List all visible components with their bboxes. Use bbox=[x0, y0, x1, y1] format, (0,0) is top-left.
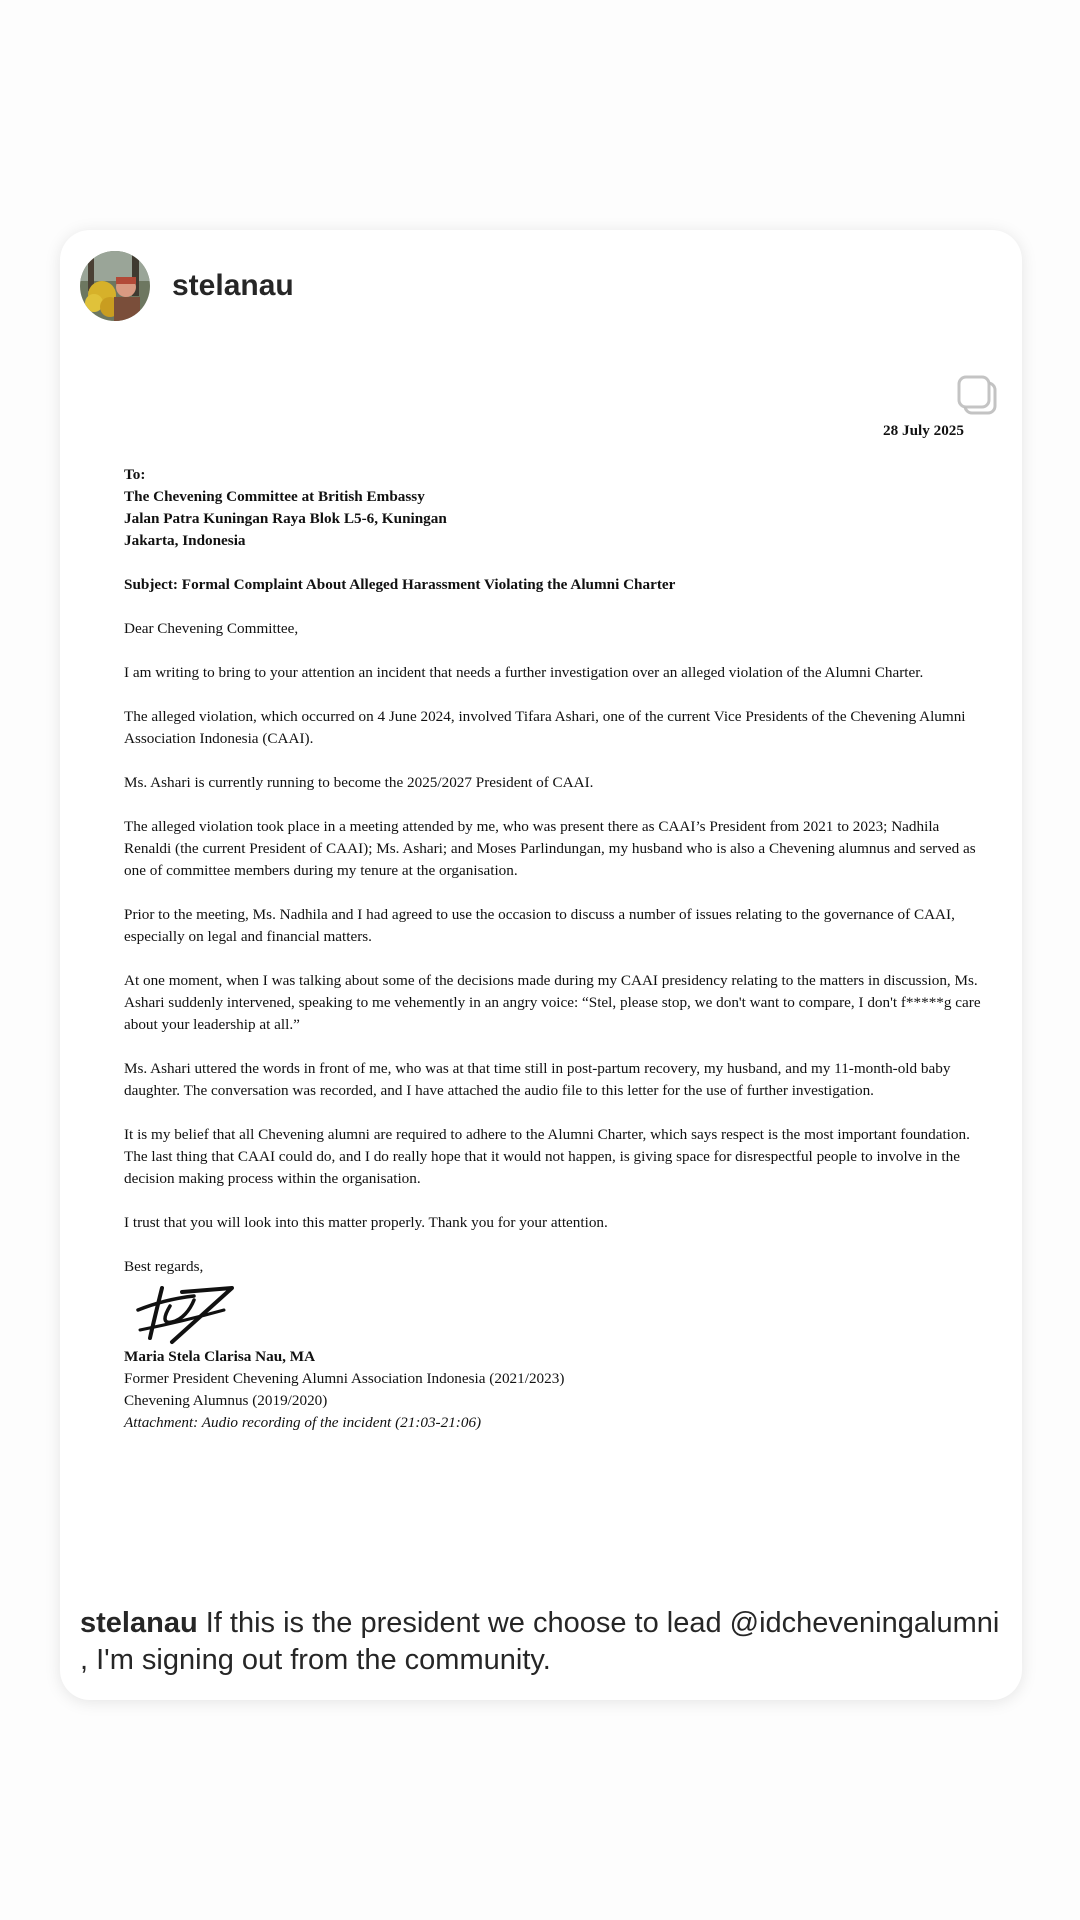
avatar-image bbox=[80, 251, 150, 321]
letter-subject: Subject: Formal Complaint About Alleged Harassment Violating the Alumni Charter bbox=[124, 576, 676, 593]
letter-paragraph: I trust that you will look into this matter properly. Thank you for your attention. bbox=[124, 1214, 608, 1231]
avatar[interactable] bbox=[80, 251, 150, 321]
letter-paragraph: I am writing to bring to your attention an incident that needs a further investigation over an alleged violation of the Alumni Charter. bbox=[124, 664, 924, 681]
signer-title: Former President Chevening Alumni Association Indonesia (2021/2023) bbox=[124, 1370, 565, 1387]
recipient-line: The Chevening Committee at British Embassy bbox=[124, 488, 425, 505]
letter-salutation: Dear Chevening Committee, bbox=[124, 620, 299, 637]
signer-title: Chevening Alumnus (2019/2020) bbox=[124, 1392, 328, 1409]
caption-text: If this is the president we choose to lead @idcheveningalumni , I'm signing out from the community. bbox=[80, 1607, 1000, 1676]
letter-paragraph: Ms. Ashari is currently running to become the 2025/2027 President of CAAI. bbox=[124, 774, 594, 791]
recipient-block bbox=[124, 464, 984, 552]
to-label: To: bbox=[124, 466, 146, 483]
letter-paragraph: The alleged violation, which occurred on 4 June 2024, involved Tifara Ashari, one of the current Vice Presidents of the Chevening Alumni Association Indonesia (CAAI). bbox=[124, 708, 966, 747]
caption-username[interactable]: stelanau bbox=[80, 1607, 198, 1639]
letter-closing: Best regards, bbox=[124, 1258, 204, 1275]
letter-date: 28 July 2025 bbox=[882, 422, 964, 439]
attachment-note: Attachment: Audio recording of the incident (21:03-21:06) bbox=[124, 1414, 482, 1431]
letter-paragraph: It is my belief that all Chevening alumni are required to adhere to the Alumni Charter, which says respect is the most important foundation. The last thing that CAAI could do, and I do really hope that it would not happen, is giving space for disrespectful people to involve in the decision making process within the organisation. bbox=[124, 1126, 970, 1187]
recipient-line: Jakarta, Indonesia bbox=[124, 532, 246, 549]
letter-document bbox=[124, 420, 984, 1456]
post-caption bbox=[80, 1605, 1010, 1679]
post-username[interactable]: stelanau bbox=[172, 269, 294, 302]
recipient-line: Jalan Patra Kuningan Raya Blok L5-6, Kuningan bbox=[124, 510, 447, 527]
letter-paragraph: At one moment, when I was talking about some of the decisions made during my CAAI presidency relating to the matters in discussion, Ms. Ashari suddenly intervened, speaking to me vehemently in an angry voice: “Stel, please stop, we don't want to compare, I don't f*****g care about your leadership at all.” bbox=[124, 972, 981, 1033]
letter-paragraph: The alleged violation took place in a meeting attended by me, who was present there as CAAI’s President from 2021 to 2023; Nadhila Renaldi (the current President of CAAI); Ms. Ashari; and Moses Parlindungan, my husband who is also a Chevening alumnus and served as one of committee members during my tenure at the organisation. bbox=[124, 818, 976, 879]
multiple-images-icon bbox=[952, 370, 1004, 422]
letter-paragraph: Prior to the meeting, Ms. Nadhila and I had agreed to use the occasion to discuss a number of issues relating to the governance of CAAI, especially on legal and financial matters. bbox=[124, 906, 955, 945]
post-card bbox=[60, 230, 1022, 1700]
letter-paragraph: Ms. Ashari uttered the words in front of me, who was at that time still in post-partum recovery, my husband, and my 11-month-old baby daughter. The conversation was recorded, and I have attached the audio file to this letter for the use of further investigation. bbox=[124, 1060, 951, 1099]
post-header bbox=[80, 250, 294, 322]
signer-name: Maria Stela Clarisa Nau, MA bbox=[124, 1348, 316, 1365]
signature-image bbox=[132, 1280, 242, 1346]
